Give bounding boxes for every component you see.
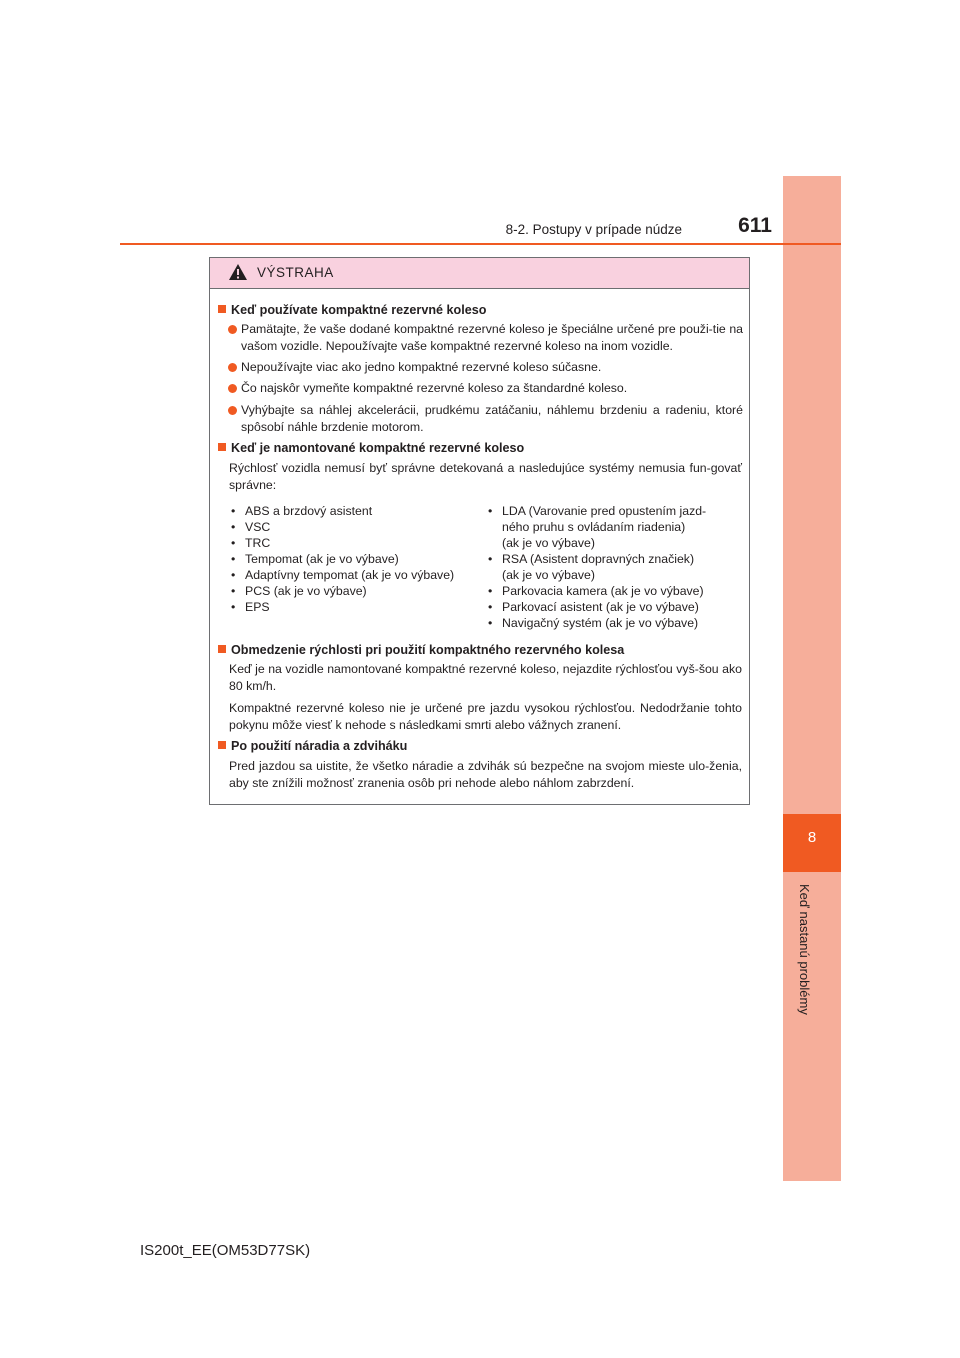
list-item: • Adaptívny tempomat (ak je vo výbave) (231, 567, 481, 583)
circle-bullet-icon (228, 363, 237, 372)
section-heading: Keď používate kompaktné rezervné koleso (218, 303, 486, 317)
section-heading: Keď je namontované kompaktné rezervné koleso (218, 441, 524, 455)
list-item: • ABS a brzdový asistent (231, 503, 481, 519)
header-rule (120, 243, 841, 245)
system-list-left (231, 503, 481, 615)
list-item: • Navigačný systém (ak je vo výbave) (488, 615, 743, 631)
bullet-item: Vyhýbajte sa náhlej akcelerácii, prudkému zatáčaniu, náhlemu brzdeniu a radeniu, ktoré spôsobí náhle brzdenie motorom. (228, 402, 743, 436)
list-item-continuation: (ak je vo výbave) (502, 568, 595, 582)
bullet-item: Nepoužívajte viac ako jedno kompaktné rezervné koleso súčasne. (228, 359, 743, 376)
list-item: • EPS (231, 599, 481, 615)
paragraph: Kompaktné rezervné koleso nie je určené pre jazdu vysokou rýchlosťou. Nedodržanie tohto pokynu môže viesť k nehode s následkami smrti alebo vážnych zranení. (229, 701, 742, 732)
paragraph: Rýchlosť vozidla nemusí byť správne detekovaná a nasledujúce systémy nemusia fun-govať správne: (229, 461, 742, 492)
list-item: • PCS (ak je vo výbave) (231, 583, 481, 599)
warning-box (209, 257, 750, 805)
list-item: • VSC (231, 519, 481, 535)
square-bullet-icon (218, 645, 226, 653)
list-item: • Tempomat (ak je vo výbave) (231, 551, 481, 567)
paragraph: Pred jazdou sa uistite, že všetko náradie a zdvihák sú bezpečne na svojom mieste ulo-ženia, aby ste znížili možnosť zranenia osôb pri nehode alebo náhlom zabrzdení. (229, 759, 742, 790)
warning-triangle-icon (228, 263, 248, 281)
list-item: • Parkovací asistent (ak je vo výbave) (488, 599, 743, 615)
system-list-right (488, 503, 743, 631)
circle-bullet-icon (228, 406, 237, 415)
bullet-item: Čo najskôr vymeňte kompaktné rezervné koleso za štandardné koleso. (228, 380, 743, 397)
chapter-number: 8 (807, 829, 817, 846)
list-item: • LDA (Varovanie pred opustením jazd- (488, 503, 743, 519)
section-heading: Po použití náradia a zdviháku (218, 739, 407, 753)
page-number: 611 (738, 214, 772, 237)
circle-bullet-icon (228, 384, 237, 393)
warning-header (210, 258, 749, 289)
list-item: • RSA (Asistent dopravných značiek) (488, 551, 743, 567)
square-bullet-icon (218, 305, 226, 313)
bullet-item: Pamätajte, že vaše dodané kompaktné rezervné koleso je špeciálne určené pre použi-tie na vašom vozidle. Nepoužívajte vaše kompaktné rezervné koleso na inom vozidle. (228, 321, 743, 355)
circle-bullet-icon (228, 325, 237, 334)
list-item-continuation: (ak je vo výbave) (502, 536, 595, 550)
document-code: IS200t_EE(OM53D77SK) (140, 1242, 311, 1259)
section-heading: Obmedzenie rýchlosti pri použití kompaktného rezervného kolesa (218, 643, 624, 657)
square-bullet-icon (218, 741, 226, 749)
list-item-continuation: ného pruhu s ovládaním riadenia) (502, 520, 686, 534)
square-bullet-icon (218, 443, 226, 451)
list-item: • Parkovacia kamera (ak je vo výbave) (488, 583, 743, 599)
section-title: 8-2. Postupy v prípade núdze (505, 222, 682, 237)
chapter-side-tab (783, 176, 841, 1181)
list-item: • TRC (231, 535, 481, 551)
paragraph: Keď je na vozidle namontované kompaktné rezervné koleso, nejazdite rýchlosťou vyš-šou ako 80 km/h. (229, 662, 742, 693)
warning-title: VÝSTRAHA (257, 265, 334, 280)
